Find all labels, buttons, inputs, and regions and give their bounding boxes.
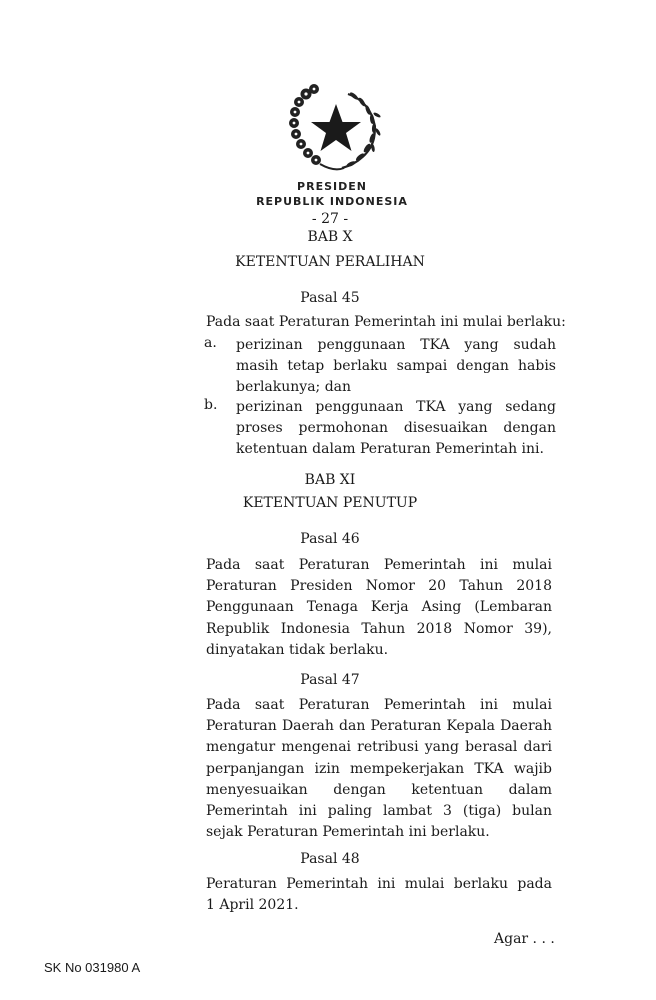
text-line: menyesuaikan dengan ketentuan dalam [206,781,552,798]
header-subtitle: REPUBLIK INDONESIA [256,195,408,208]
garuda-star-emblem-icon [286,82,382,174]
text-line: masih tetap berlaku sampai dengan habis [236,358,556,375]
text-line: ketentuan dalam Peraturan Pemerintah ini. [236,441,544,458]
text-line: perizinan penggunaan TKA yang sedang [236,399,556,415]
article-body [206,555,552,661]
text-line: perizinan penggunaan TKA yang sudah [236,337,556,353]
text-line: Republik Indonesia Tahun 2018 Nomor 39), [206,620,552,637]
chapter-heading: BAB XI [304,472,356,488]
text-line: perpanjangan izin mempekerjakan TKA wajib [206,760,552,777]
article-body [206,874,552,916]
list-marker: a. [204,335,217,351]
text-line: berlakunya; dan [236,379,352,396]
text-line: 1 April 2021. [206,897,299,914]
chapter-title: KETENTUAN PENUTUP [242,495,418,511]
document-serial: SK No 031980 A [44,960,141,975]
text-line: dinyatakan tidak berlaku. [206,641,389,658]
text-line: Peraturan Daerah dan Peraturan Kepala Daerah [206,718,552,735]
list-marker: b. [204,397,218,413]
article-title: Pasal 45 [300,290,360,306]
article-intro: Pada saat Peraturan Pemerintah ini mulai berlaku: [206,314,566,330]
article-body [206,695,552,843]
text-line: Pada saat Peraturan Pemerintah ini mulai [206,557,552,573]
article-title: Pasal 48 [300,851,360,867]
chapter-heading: BAB X [307,229,353,245]
text-line: Peraturan Presiden Nomor 20 Tahun 2018 [206,578,552,595]
article-title: Pasal 46 [300,531,360,547]
page-number: - 27 - [311,211,349,227]
text-line: Peraturan Pemerintah ini mulai berlaku pada [206,876,552,892]
article-title: Pasal 47 [300,672,360,688]
text-line: sejak Peraturan Pemerintah ini berlaku. [206,824,490,841]
text-line: Pemerintah ini paling lambat 3 (tiga) bulan [206,802,552,819]
text-line: Penggunaan Tenaga Kerja Asing (Lembaran [206,599,552,616]
header-title: PRESIDEN [297,180,367,193]
chapter-title: KETENTUAN PERALIHAN [235,254,425,270]
text-line: Pada saat Peraturan Pemerintah ini mulai [206,697,552,713]
text-line: proses permohonan disesuaikan dengan [236,420,556,437]
text-line: mengatur mengenai retribusi yang berasal dari [206,739,552,756]
continuation-text: Agar . . . [494,931,555,947]
